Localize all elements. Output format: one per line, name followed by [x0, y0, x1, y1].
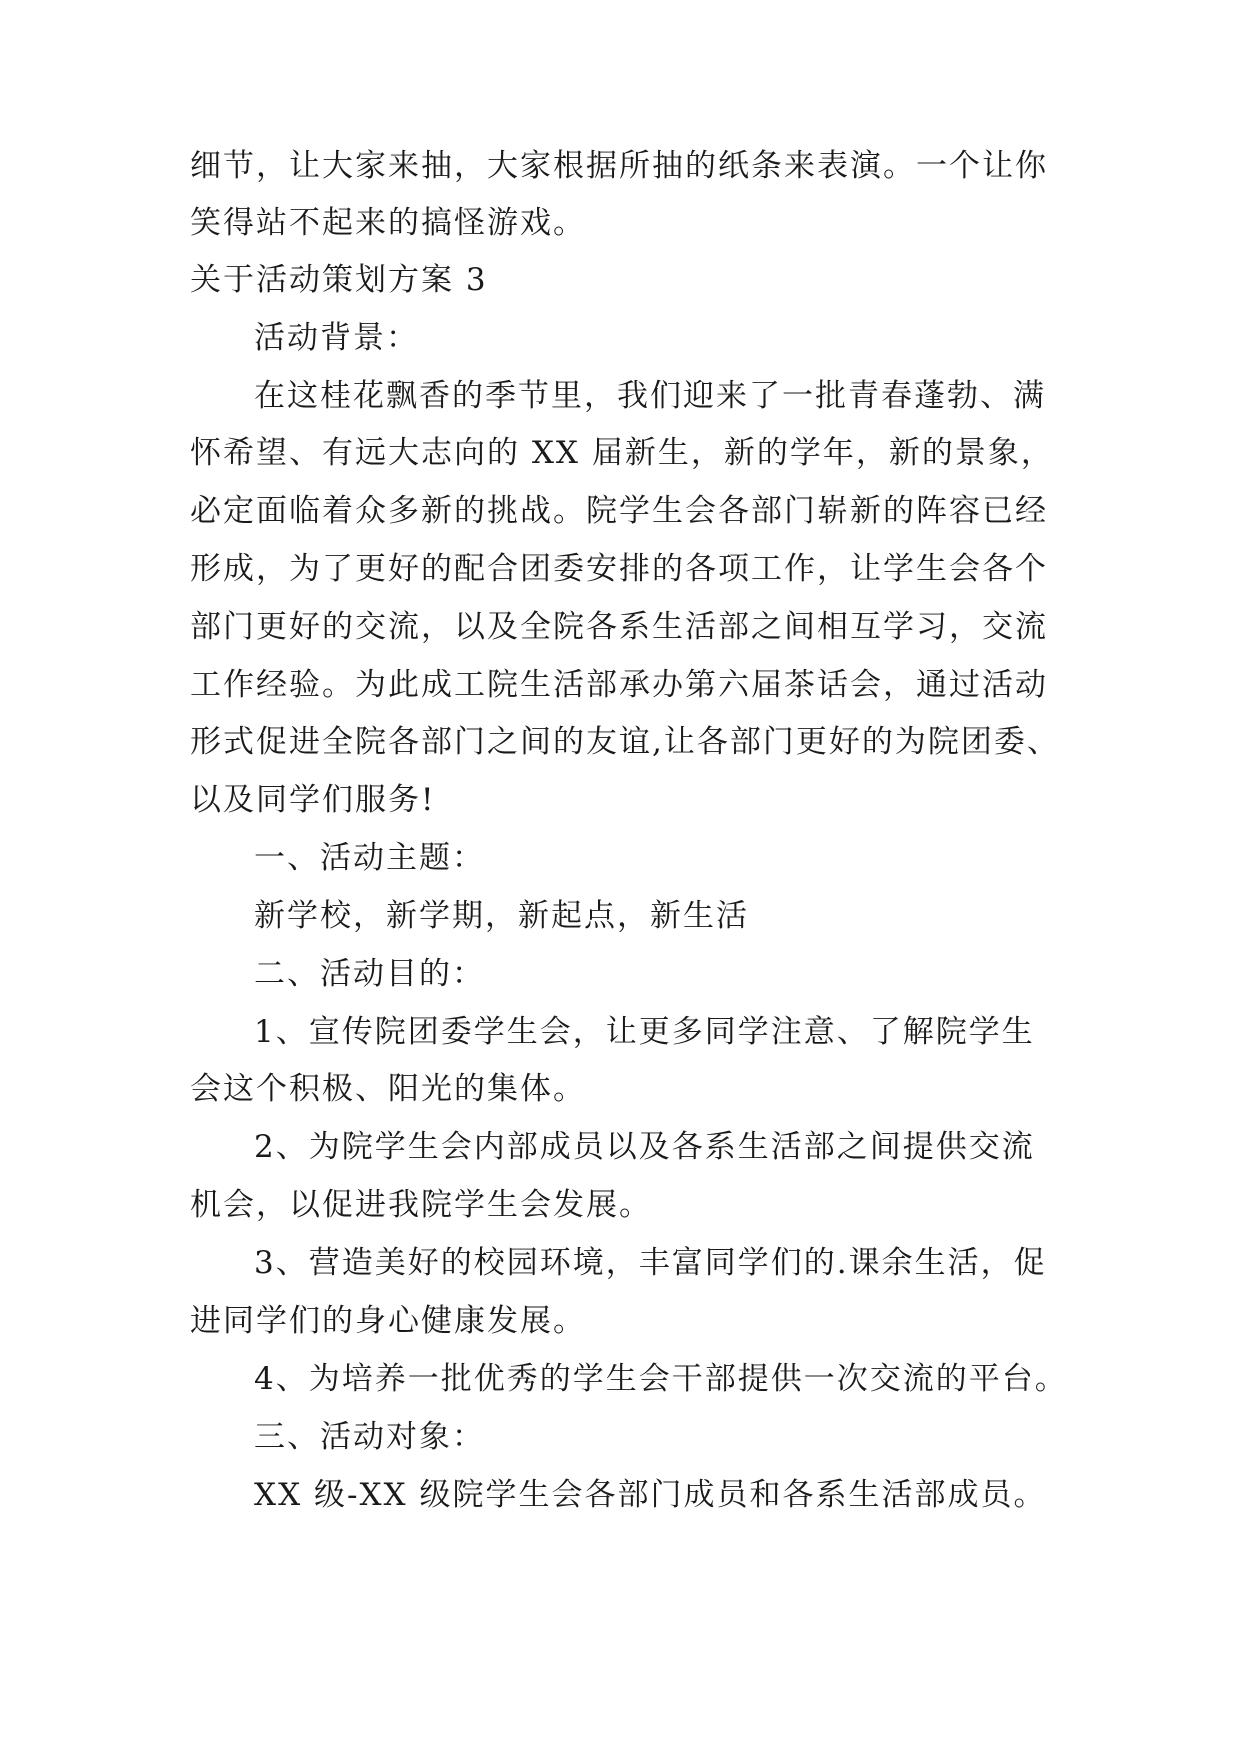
subheading-theme: 一、活动主题： [254, 840, 485, 876]
body-text-line: 怀希望、有远大志向的 XX 届新生，新的学年，新的景象， [190, 435, 1054, 471]
body-text-line: 进同学们的身心健康发展。 [190, 1303, 586, 1339]
body-text-line: 形式促进全院各部门之间的友谊,让各部门更好的为院团委、 [190, 724, 1060, 760]
body-text-line: 在这桂花飘香的季节里，我们迎来了一批青春蓬勃、满 [254, 378, 1046, 414]
subheading-purpose: 二、活动目的： [254, 956, 485, 992]
body-text-line: 工作经验。为此成工院生活部承办第六届茶话会，通过活动 [190, 667, 1048, 703]
body-text-line: 笑得站不起来的搞怪游戏。 [190, 205, 586, 241]
body-text-line: 细节，让大家来抽，大家根据所抽的纸条来表演。一个让你 [190, 148, 1048, 184]
subheading-background: 活动背景： [254, 320, 419, 356]
body-text-line: 新学校，新学期，新起点，新生活 [254, 898, 749, 934]
body-text-line: 机会，以促进我院学生会发展。 [190, 1187, 652, 1223]
list-item: 2、为院学生会内部成员以及各系生活部之间提供交流 [254, 1129, 1035, 1165]
body-text-line: 形成，为了更好的配合团委安排的各项工作，让学生会各个 [190, 551, 1048, 587]
body-text-line: 会这个积极、阳光的集体。 [190, 1071, 586, 1107]
body-text-line: 以及同学们服务! [190, 782, 436, 818]
subheading-audience: 三、活动对象： [254, 1419, 485, 1455]
body-text-line: XX 级-XX 级院学生会各部门成员和各系生活部成员。 [254, 1477, 1047, 1513]
list-item: 4、为培养一批优秀的学生会干部提供一次交流的平台。 [254, 1361, 1068, 1397]
list-item: 3、营造美好的校园环境，丰富同学们的.课余生活，促 [254, 1245, 1047, 1281]
body-text-line: 部门更好的交流，以及全院各系生活部之间相互学习，交流 [190, 609, 1048, 645]
body-text-line: 必定面临着众多新的挑战。院学生会各部门崭新的阵容已经 [190, 493, 1048, 529]
section-heading: 关于活动策划方案 3 [190, 262, 488, 298]
list-item: 1、宣传院团委学生会，让更多同学注意、了解院学生 [254, 1014, 1035, 1050]
